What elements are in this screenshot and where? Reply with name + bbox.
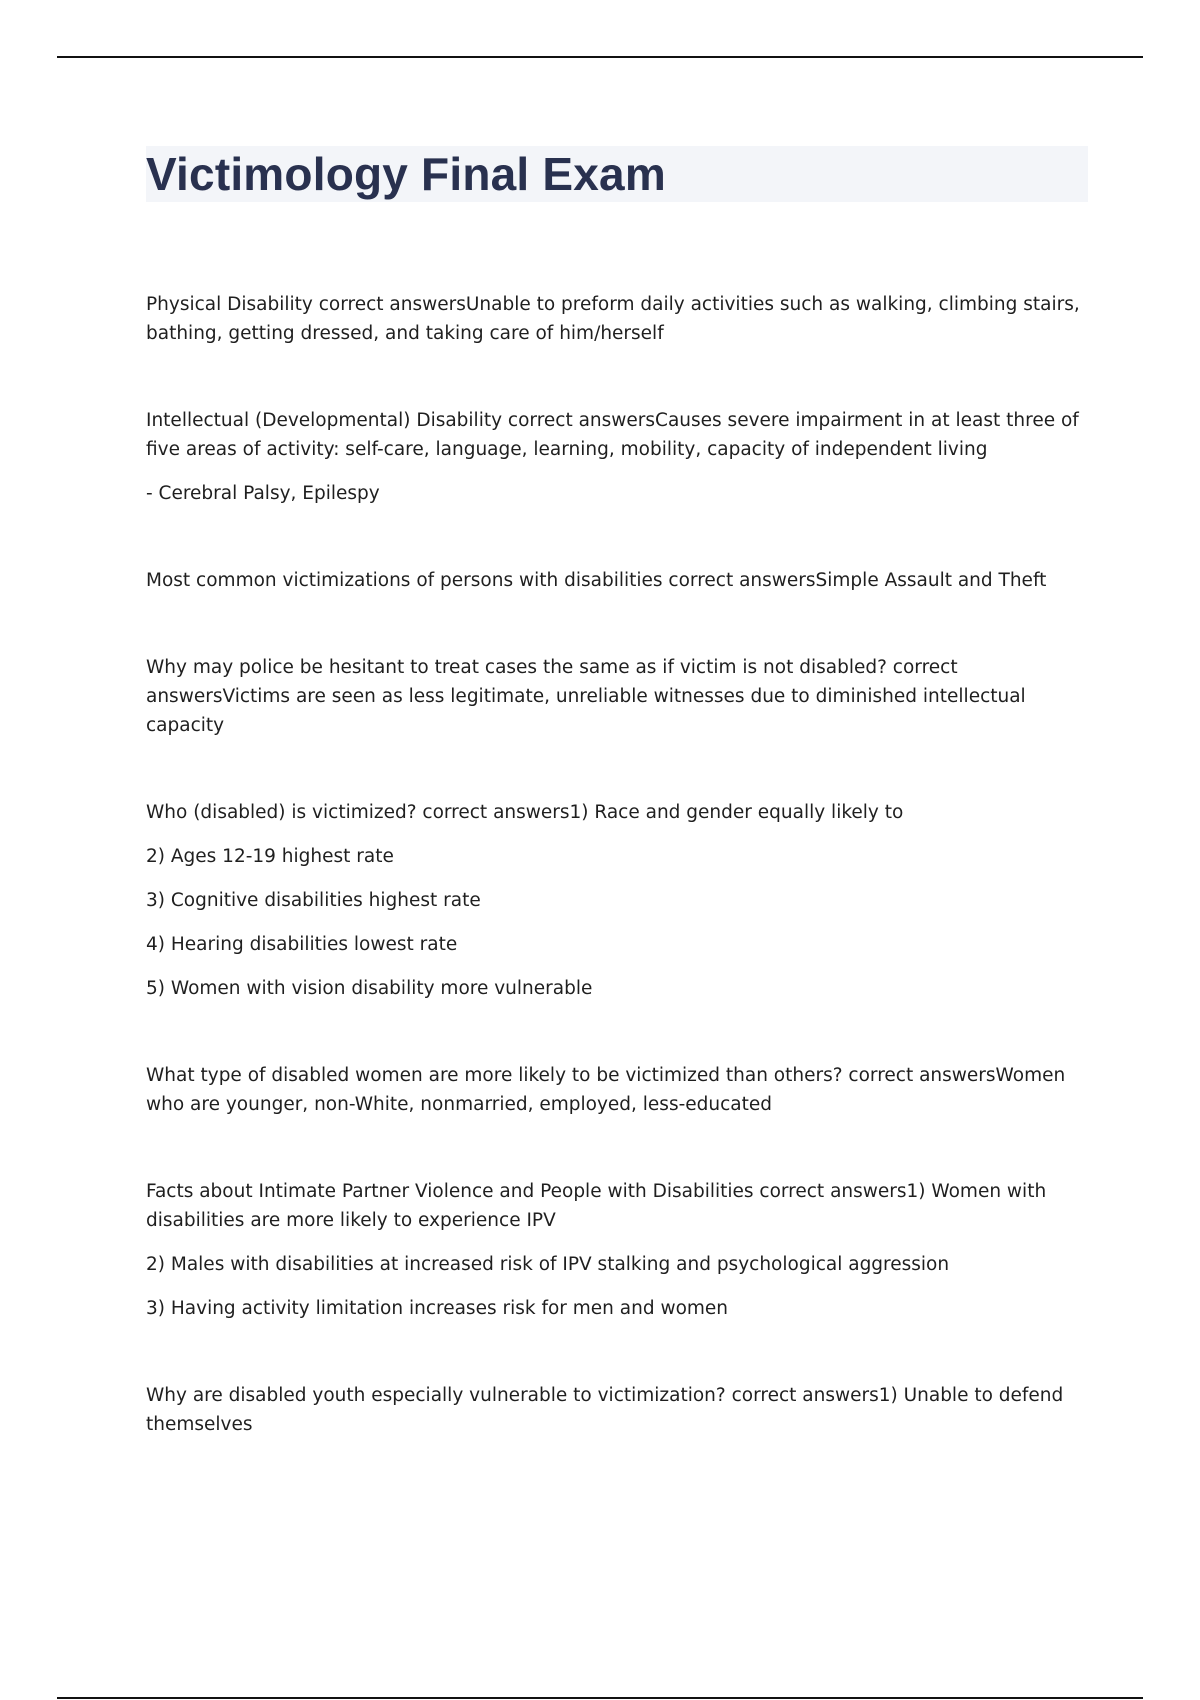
qa-text: Facts about Intimate Partner Violence and People with Disabilities correct answers1) Women with disabilities are more likely to experience IPV [146,1181,1047,1231]
bottom-rule [57,1697,1143,1699]
qa-item-who-victimized [146,798,1090,1003]
qa-text: Why are disabled youth especially vulnerable to victimization? correct answers1) Unable to defend themselves [146,1385,1064,1435]
qa-item-physical-disability [146,290,1090,348]
document-body [146,290,1090,1497]
qa-text: 2) Ages 12-19 highest rate [146,846,394,867]
qa-text: What type of disabled women are more likely to be victimized than others? correct answersWomen who are younger, non-White, nonmarried, employed, less-educated [146,1065,1066,1115]
qa-item-disabled-women [146,1061,1090,1119]
page-title: Victimology Final Exam [146,148,666,200]
qa-item-ipv-facts [146,1177,1090,1323]
qa-item-intellectual-disability [146,406,1090,508]
qa-item-common-victimizations [146,566,1090,595]
qa-text: - Cerebral Palsy, Epilespy [146,483,380,504]
qa-item-disabled-youth [146,1381,1090,1439]
qa-text: 2) Males with disabilities at increased risk of IPV stalking and psychological aggression [146,1254,950,1275]
qa-text: Most common victimizations of persons with disabilities correct answersSimple Assault and Theft [146,570,1047,591]
qa-text: Who (disabled) is victimized? correct answers1) Race and gender equally likely to [146,802,904,823]
qa-text: 5) Women with vision disability more vulnerable [146,978,593,999]
qa-item-police-hesitant [146,653,1090,740]
qa-text: Physical Disability correct answersUnable to preform daily activities such as walking, climbing stairs, bathing, getting dressed, and taking care of him/herself [146,294,1080,344]
qa-text: 3) Having activity limitation increases risk for men and women [146,1298,729,1319]
qa-text: Why may police be hesitant to treat cases the same as if victim is not disabled? correct answersVictims are seen as less legitimate, unreliable witnesses due to diminished intellectual capacity [146,657,1026,736]
qa-text: 3) Cognitive disabilities highest rate [146,890,481,911]
qa-text: Intellectual (Developmental) Disability correct answersCauses severe impairment in at least three of five areas of activity: self-care, language, learning, mobility, capacity of independent living [146,410,1079,460]
qa-text: 4) Hearing disabilities lowest rate [146,934,458,955]
top-rule [57,56,1143,58]
